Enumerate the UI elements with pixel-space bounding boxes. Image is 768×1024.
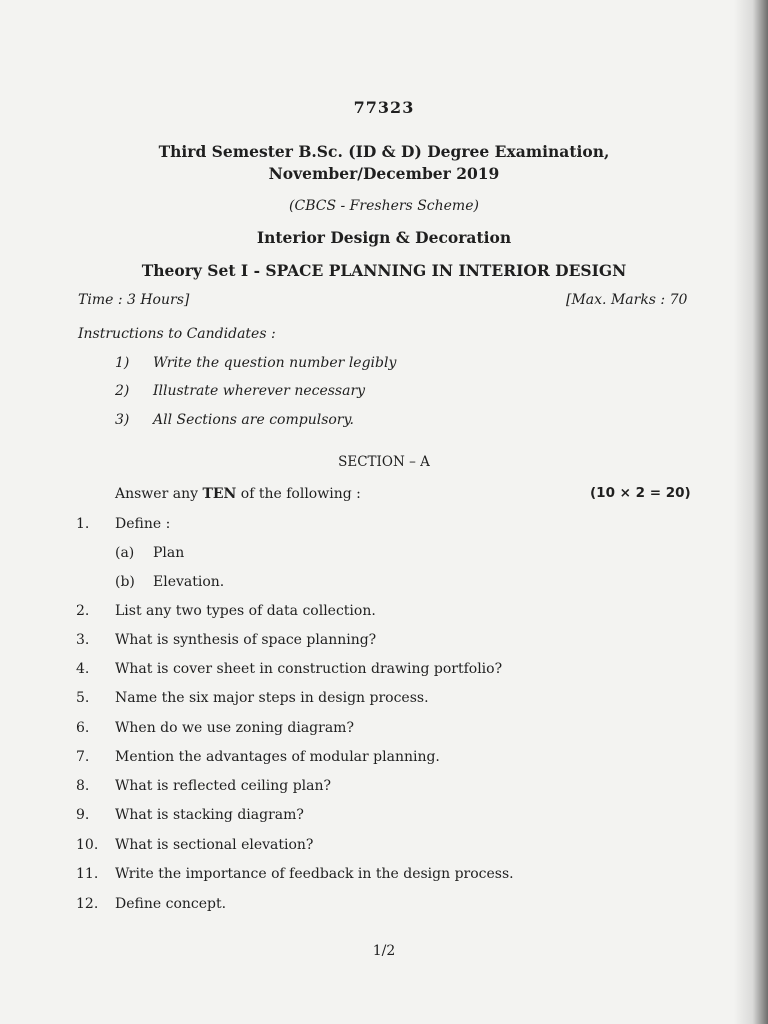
question-text: When do we use zoning diagram?: [115, 720, 354, 736]
question-item: [76, 632, 376, 648]
scan-edge-shadow: [734, 0, 768, 1024]
question-text: Define concept.: [115, 896, 227, 912]
question-text: Define :: [115, 516, 171, 532]
question-subpart: [115, 545, 184, 561]
question-number: 1.: [76, 516, 90, 532]
question-text: What is cover sheet in construction drawing portfolio?: [115, 661, 503, 677]
subpart-label: (a): [115, 545, 135, 561]
question-item: [76, 720, 354, 736]
theory-title: Theory Set I - SPACE PLANNING IN INTERIOR DESIGN: [141, 261, 627, 280]
question-number: 12.: [76, 896, 99, 912]
exam-title: Third Semester B.Sc. (ID & D) Degree Examination,: [158, 142, 610, 161]
question-item: [76, 690, 429, 706]
question-subpart: [115, 574, 224, 590]
question-number: 6.: [76, 720, 90, 736]
question-item: [76, 749, 440, 765]
instruction-text: Write the question number legibly: [153, 355, 397, 371]
question-item: [76, 837, 313, 853]
instruction-item: [115, 383, 365, 399]
subpart-text: Plan: [153, 545, 185, 561]
subject-title: Interior Design & Decoration: [256, 228, 512, 247]
question-item: [76, 603, 376, 619]
subpart-text: Elevation.: [153, 574, 225, 590]
instruction-item: [115, 412, 354, 428]
question-item: [76, 807, 304, 823]
instruction-number: 2): [115, 383, 130, 399]
question-number: 9.: [76, 807, 90, 823]
time-allowed: Time : 3 Hours]: [78, 292, 190, 308]
question-text: Name the six major steps in design process.: [115, 690, 429, 706]
answer-instruction: [115, 486, 361, 502]
instruction-number: 3): [115, 412, 130, 428]
scheme: (CBCS - Freshers Scheme): [289, 198, 479, 214]
question-number: 2.: [76, 603, 90, 619]
question-text: What is synthesis of space planning?: [115, 632, 377, 648]
question-number: 8.: [76, 778, 90, 794]
answer-prefix: Answer any: [115, 486, 203, 502]
section-title: SECTION – A: [338, 454, 430, 470]
instructions-title: Instructions to Candidates :: [78, 326, 276, 342]
paper-code: 77323: [353, 98, 415, 117]
question-item: [76, 866, 514, 882]
question-item: [76, 896, 226, 912]
question-text: What is stacking diagram?: [115, 807, 304, 823]
instruction-number: 1): [115, 355, 130, 371]
question-text: What is sectional elevation?: [115, 837, 314, 853]
question-text: What is reflected ceiling plan?: [115, 778, 332, 794]
instruction-text: Illustrate wherever necessary: [153, 383, 366, 399]
question-number: 10.: [76, 837, 99, 853]
question-text: List any two types of data collection.: [115, 603, 376, 619]
question-number: 11.: [76, 866, 99, 882]
question-item: [76, 661, 502, 677]
question-number: 5.: [76, 690, 90, 706]
exam-session: November/December 2019: [268, 164, 500, 183]
question-number: 7.: [76, 749, 90, 765]
question-number: 3.: [76, 632, 90, 648]
marks-scheme: (10 × 2 = 20): [590, 485, 691, 501]
question-text: Mention the advantages of modular planning.: [115, 749, 440, 765]
max-marks: [Max. Marks : 70: [566, 292, 688, 308]
page-number: 1/2: [372, 943, 396, 959]
answer-emphasis: TEN: [202, 486, 237, 502]
subpart-label: (b): [115, 574, 135, 590]
question-text: Write the importance of feedback in the design process.: [115, 866, 514, 882]
answer-suffix: of the following :: [236, 486, 361, 502]
instruction-item: [115, 355, 396, 371]
instruction-text: All Sections are compulsory.: [153, 412, 354, 428]
question-number: 4.: [76, 661, 90, 677]
question-item: [76, 778, 331, 794]
question-item: [76, 516, 170, 532]
